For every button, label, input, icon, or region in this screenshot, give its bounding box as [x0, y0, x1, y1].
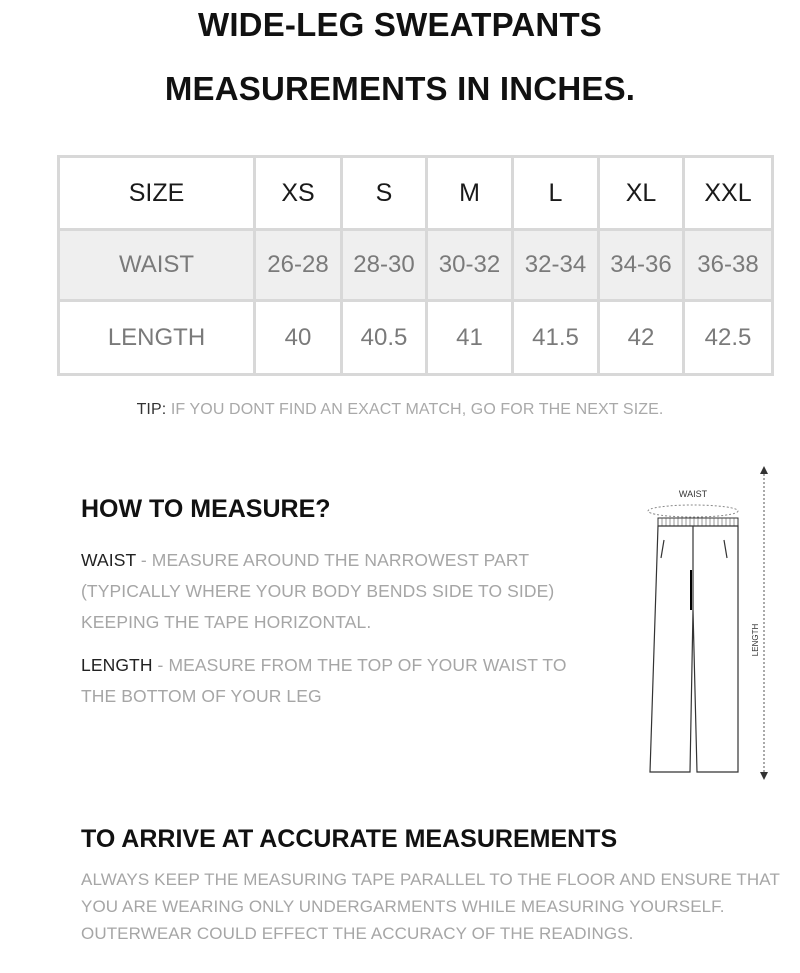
- waist-diagram-label: WAIST: [678, 489, 708, 499]
- page-title: WIDE-LEG SWEATPANTS: [197, 6, 603, 43]
- table-cell: 40: [255, 301, 342, 375]
- size-xxl-header: XXL: [684, 157, 773, 230]
- waist-row-label: WAIST: [59, 230, 255, 301]
- size-l-header: L: [513, 157, 599, 230]
- size-s-header: S: [342, 157, 427, 230]
- pants-outline: [650, 526, 738, 772]
- length-row-label: LENGTH: [59, 301, 255, 375]
- table-cell: 26-28: [255, 230, 342, 301]
- table-row: [59, 230, 773, 301]
- size-m-header: M: [427, 157, 513, 230]
- tip-text: IF YOU DONT FIND AN EXACT MATCH, GO FOR THE NEXT SIZE.: [166, 401, 664, 418]
- table-cell: 41.5: [513, 301, 599, 375]
- waist-instructions: [81, 545, 601, 638]
- table-cell: 41: [427, 301, 513, 375]
- waist-key: WAIST: [81, 550, 136, 570]
- accurate-measurements-heading: TO ARRIVE AT ACCURATE MEASUREMENTS: [81, 825, 618, 853]
- table-cell: 42: [599, 301, 684, 375]
- size-xl-header: XL: [599, 157, 684, 230]
- length-diagram-label: LENGTH: [751, 623, 760, 657]
- table-cell: 34-36: [599, 230, 684, 301]
- size-xs-header: XS: [255, 157, 342, 230]
- size-header-cell: SIZE: [59, 157, 255, 230]
- waist-text: - MEASURE AROUND THE NARROWEST PART (TYPICALLY WHERE YOUR BODY BENDS SIDE TO SIDE) KEEPING THE TAPE HORIZONTAL.: [81, 550, 555, 632]
- table-cell: 36-38: [684, 230, 773, 301]
- length-instructions: [81, 650, 601, 712]
- tip-label: TIP:: [136, 401, 167, 418]
- pants-measurement-diagram: [630, 460, 780, 790]
- accurate-measurements-text: ALWAYS KEEP THE MEASURING TAPE PARALLEL TO THE FLOOR AND ENSURE THAT YOU ARE WEARING ONLY UNDERGARMENTS WHILE MEASURING YOURSELF. OUTERWEAR COULD EFFECT THE ACCURACY OF THE READINGS.: [81, 870, 780, 943]
- table-header-row: [59, 157, 773, 230]
- page-subtitle: MEASUREMENTS IN INCHES.: [164, 70, 636, 107]
- table-cell: 32-34: [513, 230, 599, 301]
- waist-measure-loop: [648, 505, 738, 517]
- table-cell: 28-30: [342, 230, 427, 301]
- table-row: [59, 301, 773, 375]
- table-cell: 40.5: [342, 301, 427, 375]
- table-cell: 42.5: [684, 301, 773, 375]
- size-chart-table: [57, 155, 774, 376]
- tip-note: [0, 401, 800, 419]
- length-key: LENGTH: [81, 655, 153, 675]
- length-text: - MEASURE FROM THE TOP OF YOUR WAIST TO THE BOTTOM OF YOUR LEG: [81, 655, 567, 706]
- table-cell: 30-32: [427, 230, 513, 301]
- how-to-measure-heading: HOW TO MEASURE?: [81, 495, 331, 523]
